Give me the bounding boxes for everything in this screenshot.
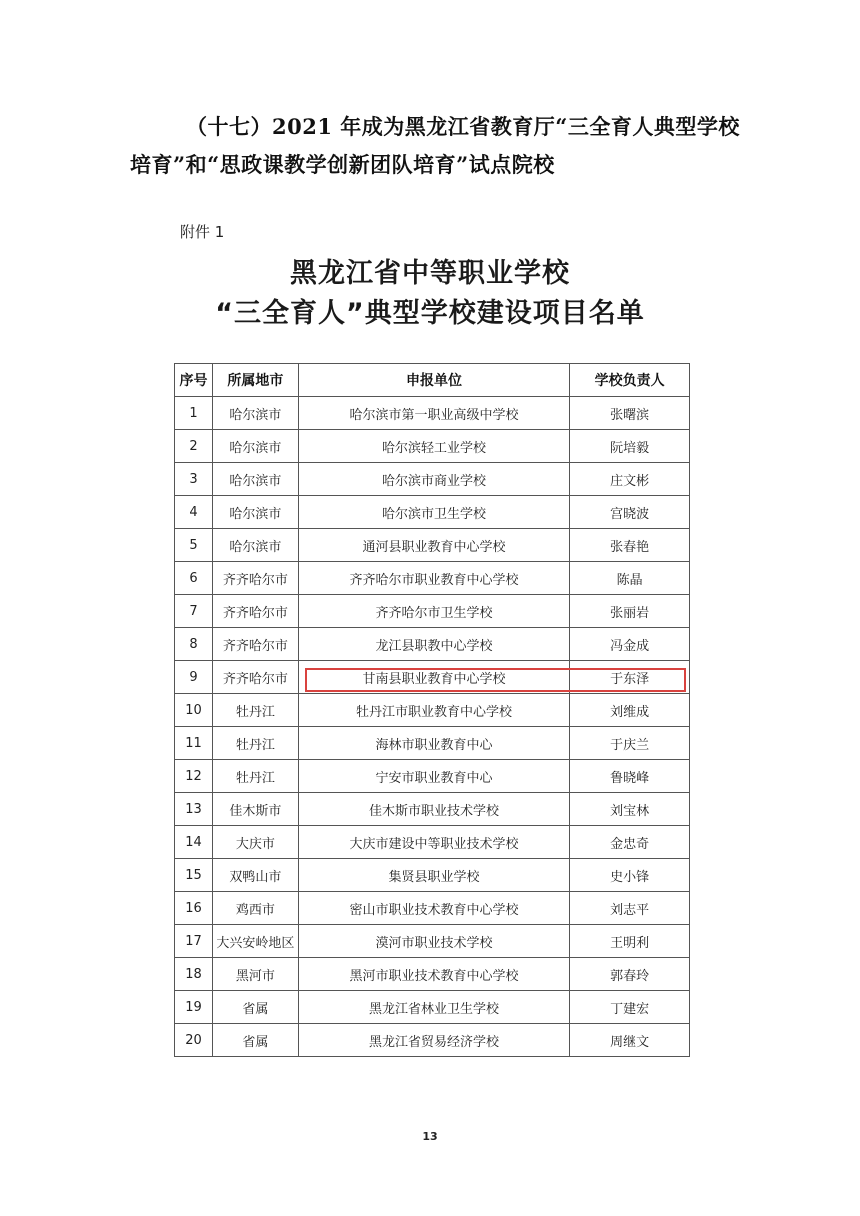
header-principal: 学校负责人 [570, 364, 690, 397]
cell-principal: 周继文 [570, 1024, 690, 1057]
cell-city: 牡丹江 [212, 694, 298, 727]
table-row [175, 694, 690, 727]
cell-school: 黑龙江省贸易经济学校 [298, 1024, 569, 1057]
cell-city: 牡丹江 [212, 727, 298, 760]
cell-city: 大兴安岭地区 [212, 925, 298, 958]
table-row [175, 892, 690, 925]
cell-school: 牡丹江市职业教育中心学校 [298, 694, 569, 727]
cell-school: 宁安市职业教育中心 [298, 760, 569, 793]
cell-principal: 王明利 [570, 925, 690, 958]
cell-city: 齐齐哈尔市 [212, 562, 298, 595]
cell-city: 黑河市 [212, 958, 298, 991]
table-row [175, 430, 690, 463]
cell-city: 双鸭山市 [212, 859, 298, 892]
figure-title-line-1: 黑龙江省中等职业学校 [290, 258, 570, 289]
table-row [175, 562, 690, 595]
cell-school: 哈尔滨市卫生学校 [298, 496, 569, 529]
cell-principal: 于东泽 [570, 661, 690, 694]
cell-principal: 陈晶 [570, 562, 690, 595]
cell-principal: 张丽岩 [570, 595, 690, 628]
cell-index: 8 [175, 628, 213, 661]
table-row [175, 1024, 690, 1057]
cell-principal: 张曙滨 [570, 397, 690, 430]
table-row [175, 958, 690, 991]
section-heading: （十七）2021 年成为黑龙江省教育厅“三全育人典型学校培育”和“思政课教学创新团队培育”试点院校 [130, 114, 740, 177]
table-row [175, 991, 690, 1024]
figure-title-line-2: “三全育人”典型学校建设项目名单 [215, 298, 645, 329]
cell-city: 齐齐哈尔市 [212, 661, 298, 694]
table-row [175, 496, 690, 529]
cell-principal: 阮培毅 [570, 430, 690, 463]
cell-principal: 史小锋 [570, 859, 690, 892]
table-row [175, 859, 690, 892]
table-row [175, 463, 690, 496]
cell-school: 漠河市职业技术学校 [298, 925, 569, 958]
table-row [175, 397, 690, 430]
cell-index: 12 [175, 760, 213, 793]
cell-school: 甘南县职业教育中心学校 [298, 661, 569, 694]
header-city: 所属地市 [212, 364, 298, 397]
table-row [175, 595, 690, 628]
header-index: 序号 [175, 364, 213, 397]
cell-school: 佳木斯市职业技术学校 [298, 793, 569, 826]
cell-city: 哈尔滨市 [212, 496, 298, 529]
cell-school: 齐齐哈尔市职业教育中心学校 [298, 562, 569, 595]
table-row [175, 793, 690, 826]
cell-school: 密山市职业技术教育中心学校 [298, 892, 569, 925]
page-number: 13 [422, 1130, 438, 1143]
cell-school: 哈尔滨市第一职业高级中学校 [298, 397, 569, 430]
table-body [175, 397, 690, 1057]
attachment-figure [170, 215, 690, 1070]
attachment-label: 附件 1 [180, 223, 225, 241]
table-header-row [175, 364, 690, 397]
cell-school: 黑龙江省林业卫生学校 [298, 991, 569, 1024]
cell-city: 牡丹江 [212, 760, 298, 793]
cell-index: 1 [175, 397, 213, 430]
table-row [175, 826, 690, 859]
cell-principal: 郭春玲 [570, 958, 690, 991]
cell-city: 省属 [212, 991, 298, 1024]
cell-city: 佳木斯市 [212, 793, 298, 826]
cell-city: 鸡西市 [212, 892, 298, 925]
cell-principal: 金忠奇 [570, 826, 690, 859]
school-list-table [174, 363, 690, 1057]
cell-index: 6 [175, 562, 213, 595]
cell-index: 14 [175, 826, 213, 859]
cell-school: 龙江县职教中心学校 [298, 628, 569, 661]
cell-principal: 丁建宏 [570, 991, 690, 1024]
cell-index: 3 [175, 463, 213, 496]
cell-school: 通河县职业教育中心学校 [298, 529, 569, 562]
table-row [175, 925, 690, 958]
header-school: 申报单位 [298, 364, 569, 397]
cell-index: 2 [175, 430, 213, 463]
cell-principal: 张春艳 [570, 529, 690, 562]
cell-index: 19 [175, 991, 213, 1024]
cell-index: 15 [175, 859, 213, 892]
cell-principal: 鲁晓峰 [570, 760, 690, 793]
cell-principal: 冯金成 [570, 628, 690, 661]
cell-principal: 于庆兰 [570, 727, 690, 760]
cell-school: 哈尔滨市商业学校 [298, 463, 569, 496]
cell-index: 11 [175, 727, 213, 760]
cell-city: 哈尔滨市 [212, 430, 298, 463]
cell-index: 16 [175, 892, 213, 925]
table-row [175, 661, 690, 694]
table-row [175, 628, 690, 661]
cell-index: 20 [175, 1024, 213, 1057]
table-row [175, 760, 690, 793]
cell-index: 17 [175, 925, 213, 958]
cell-school: 齐齐哈尔市卫生学校 [298, 595, 569, 628]
cell-city: 哈尔滨市 [212, 463, 298, 496]
cell-principal: 刘维成 [570, 694, 690, 727]
table-row [175, 727, 690, 760]
cell-city: 齐齐哈尔市 [212, 628, 298, 661]
cell-principal: 刘志平 [570, 892, 690, 925]
cell-city: 哈尔滨市 [212, 529, 298, 562]
table-row [175, 529, 690, 562]
cell-school: 哈尔滨轻工业学校 [298, 430, 569, 463]
cell-school: 集贤县职业学校 [298, 859, 569, 892]
cell-city: 大庆市 [212, 826, 298, 859]
cell-city: 哈尔滨市 [212, 397, 298, 430]
cell-school: 海林市职业教育中心 [298, 727, 569, 760]
cell-index: 10 [175, 694, 213, 727]
cell-school: 大庆市建设中等职业技术学校 [298, 826, 569, 859]
cell-principal: 宫晓波 [570, 496, 690, 529]
cell-principal: 刘宝林 [570, 793, 690, 826]
cell-city: 齐齐哈尔市 [212, 595, 298, 628]
cell-index: 18 [175, 958, 213, 991]
cell-index: 13 [175, 793, 213, 826]
cell-index: 5 [175, 529, 213, 562]
cell-city: 省属 [212, 1024, 298, 1057]
cell-index: 7 [175, 595, 213, 628]
cell-index: 9 [175, 661, 213, 694]
cell-index: 4 [175, 496, 213, 529]
cell-principal: 庄文彬 [570, 463, 690, 496]
cell-school: 黑河市职业技术教育中心学校 [298, 958, 569, 991]
